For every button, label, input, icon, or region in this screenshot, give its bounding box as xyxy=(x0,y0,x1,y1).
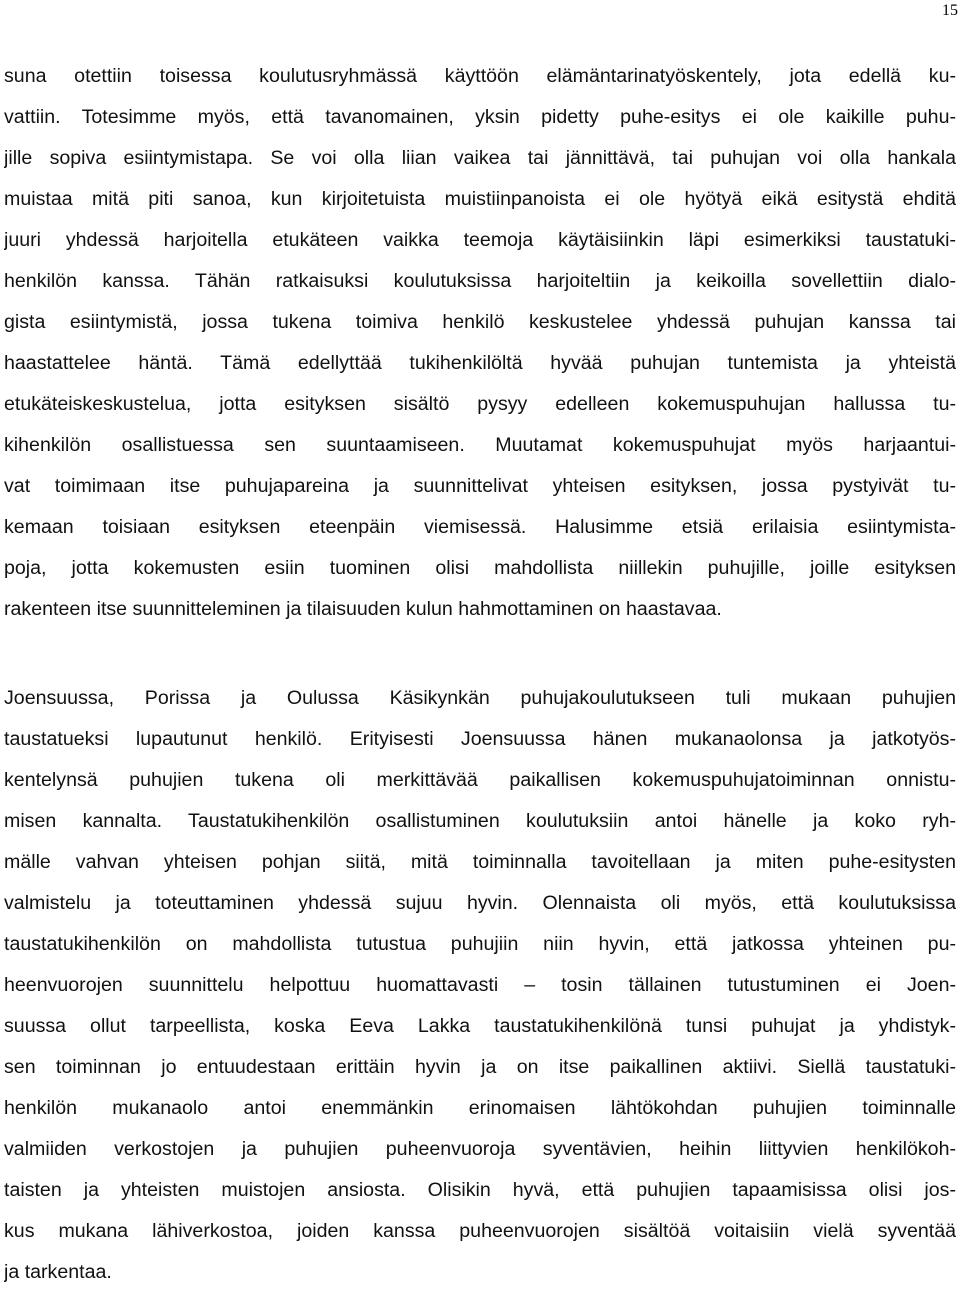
text-line: henkilön kanssa. Tähän ratkaisuksi koulutuksissa harjoiteltiin ja keikoilla sovellettiin dialo- xyxy=(4,270,956,292)
text-line: mälle vahvan yhteisen pohjan siitä, mitä toiminnalla tavoitellaan ja miten puhe-esitysten xyxy=(4,851,956,873)
text-line: taisten ja yhteisten muistojen ansiosta. Olisikin hyvä, että puhujien tapaamisissa olisi jos- xyxy=(4,1179,956,1201)
text-line: suussa ollut tarpeellista, koska Eeva Lakka taustatukihenkilönä tunsi puhujat ja yhdistyk- xyxy=(4,1015,956,1037)
text-line: kus mukana lähiverkostoa, joiden kanssa puheenvuorojen sisältöä voitaisiin vielä syventää xyxy=(4,1220,956,1242)
page-number: 15 xyxy=(942,2,958,19)
text-line: vattiin. Totesimme myös, että tavanomainen, yksin pidetty puhe-esitys ei ole kaikille puhu- xyxy=(4,106,956,128)
text-line: ja tarkentaa. xyxy=(4,1261,112,1283)
text-line: henkilön mukanaolo antoi enemmänkin erinomaisen lähtökohdan puhujien toiminnalle xyxy=(4,1097,956,1119)
paragraph xyxy=(4,56,956,630)
text-line: etukäteiskeskustelua, jotta esityksen sisältö pysyy edelleen kokemuspuhujan hallussa tu- xyxy=(4,393,956,415)
text-line: taustatukihenkilön on mahdollista tutustua puhujiin niin hyvin, että jatkossa yhteinen pu- xyxy=(4,933,956,955)
text-line: Joensuussa, Porissa ja Oulussa Käsikynkän puhujakoulutukseen tuli mukaan puhujien xyxy=(4,687,956,709)
text-line: suna otettiin toisessa koulutusryhmässä käyttöön elämäntarinatyöskentely, jota edellä ku- xyxy=(4,65,956,87)
text-line: poja, jotta kokemusten esiin tuominen olisi mahdollista niillekin puhujille, joille esityksen xyxy=(4,557,956,579)
text-line: jille sopiva esiintymistapa. Se voi olla liian vaikea tai jännittävä, tai puhujan voi olla hankala xyxy=(4,147,956,169)
text-line: muistaa mitä piti sanoa, kun kirjoitetuista muistiinpanoista ei ole hyötyä eikä esitystä ehditä xyxy=(4,188,956,210)
text-line: juuri yhdessä harjoitella etukäteen vaikka teemoja käytäisiinkin läpi esimerkiksi taustatuki- xyxy=(4,229,956,251)
paragraph xyxy=(4,678,956,1293)
text-line: rakenteen itse suunnitteleminen ja tilaisuuden kulun hahmottaminen on haastavaa. xyxy=(4,598,722,620)
text-line: vat toimimaan itse puhujapareina ja suunnittelivat yhteisen esityksen, jossa pystyivät tu- xyxy=(4,475,956,497)
text-line: misen kannalta. Taustatukihenkilön osallistuminen koulutuksiin antoi hänelle ja koko ryh- xyxy=(4,810,956,832)
text-line: haastattelee häntä. Tämä edellyttää tukihenkilöltä hyvää puhujan tuntemista ja yhteistä xyxy=(4,352,956,374)
text-line: taustatueksi lupautunut henkilö. Erityisesti Joensuussa hänen mukanaolonsa ja jatkotyös- xyxy=(4,728,956,750)
text-line: kentelynsä puhujien tukena oli merkittävää paikallisen kokemuspuhujatoiminnan onnistu- xyxy=(4,769,956,791)
text-line: gista esiintymistä, jossa tukena toimiva henkilö keskustelee yhdessä puhujan kanssa tai xyxy=(4,311,956,333)
text-line: valmiiden verkostojen ja puhujien puheenvuoroja syventävien, heihin liittyvien henkilökoh- xyxy=(4,1138,956,1160)
text-line: valmistelu ja toteuttaminen yhdessä sujuu hyvin. Olennaista oli myös, että koulutuksissa xyxy=(4,892,956,914)
text-line: kihenkilön osallistuessa sen suuntaamiseen. Muutamat kokemuspuhujat myös harjaantui- xyxy=(4,434,956,456)
text-line: sen toiminnan jo entuudestaan erittäin hyvin ja on itse paikallinen aktiivi. Siellä taustatuki- xyxy=(4,1056,956,1078)
text-line: heenvuorojen suunnittelu helpottuu huomattavasti – tosin tällainen tutustuminen ei Joen- xyxy=(4,974,956,996)
text-line: kemaan toisiaan esityksen eteenpäin viemisessä. Halusimme etsiä erilaisia esiintymista- xyxy=(4,516,956,538)
